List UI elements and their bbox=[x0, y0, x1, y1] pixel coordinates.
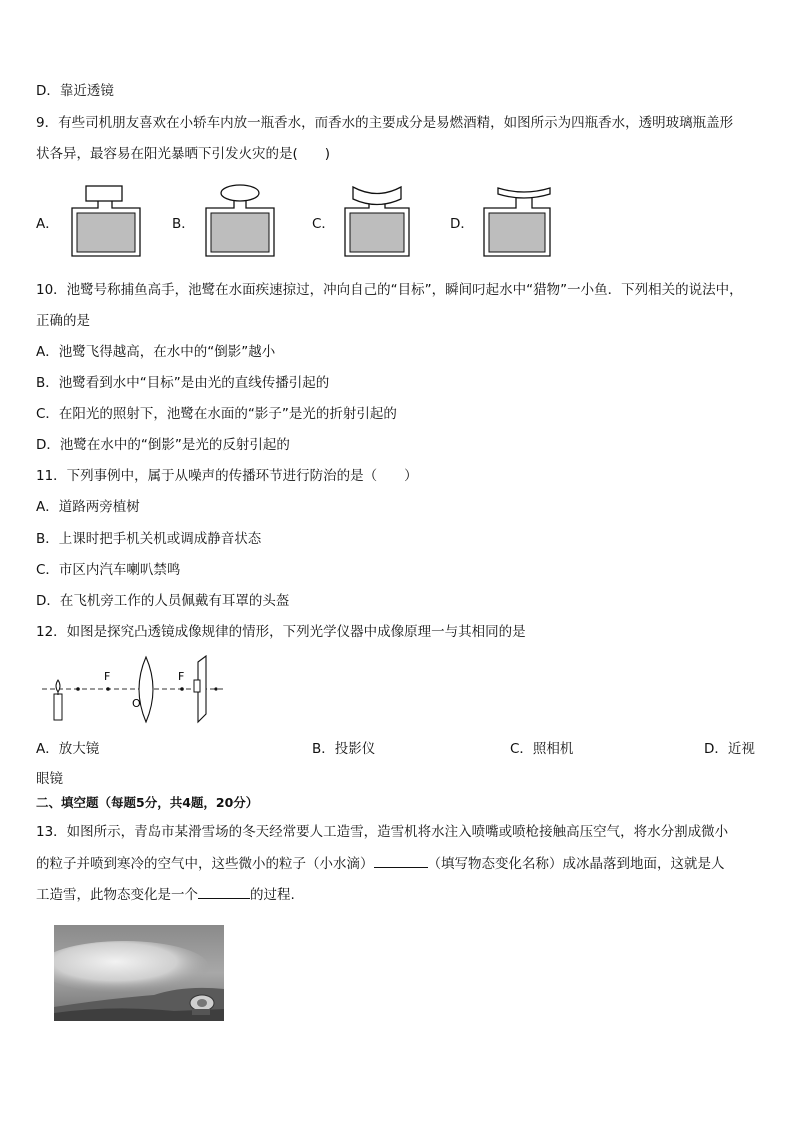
convex-lens-icon bbox=[139, 657, 153, 722]
q9-stem-line2: 状各异，最容易在阳光暴晒下引发火灾的是( ) bbox=[36, 146, 331, 162]
light-screen-icon bbox=[194, 656, 206, 722]
q13-stem-line2 bbox=[36, 853, 725, 874]
focus-label-left: F bbox=[104, 670, 111, 683]
q13-blank-1[interactable] bbox=[374, 853, 428, 868]
q9-option-a-label: A． bbox=[36, 216, 59, 232]
q13-stem-part-a: 的粒子并喷到寒冷的空气中，这些微小的粒子（小水滴） bbox=[36, 856, 374, 872]
q11-stem: 11．下列事例中，属于从噪声的传播环节进行防治的是（ ） bbox=[36, 468, 418, 484]
bottle-b-convex-cap bbox=[206, 185, 274, 256]
q13-blank-2[interactable] bbox=[198, 884, 250, 899]
bottle-c-concave-cap bbox=[345, 187, 409, 256]
q10-option-c: C．在阳光的照射下，池鹭在水面的“影子”是光的折射引起的 bbox=[36, 406, 397, 422]
perfume-bottles-figure bbox=[0, 180, 794, 260]
lens-center-label: O bbox=[132, 697, 141, 710]
q12-option-b: B．投影仪 bbox=[312, 741, 376, 757]
q13-stem-line3 bbox=[36, 884, 295, 905]
q10-option-d: D．池鹭在水中的“倒影”是光的反射引起的 bbox=[36, 437, 290, 453]
convex-lens-experiment-figure bbox=[36, 652, 236, 724]
candle-icon bbox=[54, 680, 62, 720]
section-heading-fill-blank: 二、填空题（每题5分，共4题，20分） bbox=[36, 795, 259, 810]
q12-option-a: A．放大镜 bbox=[36, 741, 100, 757]
q9-option-b-label: B． bbox=[172, 216, 195, 232]
q12-stem: 12．如图是探究凸透镜成像规律的情形，下列光学仪器中成像原理一与其相同的是 bbox=[36, 624, 526, 640]
q13-stem-line1: 13．如图所示，青岛市某滑雪场的冬天经常要人工造雪，造雪机将水注入喷嘴或喷枪接触高压空气，将水分割成微小 bbox=[36, 824, 729, 840]
q10-stem-line1: 10．池鹭号称捕鱼高手，池鹭在水面疾速掠过，冲向自己的“目标”，瞬间叼起水中“猎物”一小鱼．下列相关的说法中， bbox=[36, 282, 743, 298]
q13-stem-part-b: （填写物态变化名称）成冰晶落到地面，这就是人 bbox=[427, 856, 725, 872]
q8-option-d: D．靠近透镜 bbox=[36, 83, 114, 99]
q9-option-d-label: D． bbox=[450, 216, 474, 232]
q12-option-d: D．近视 bbox=[704, 741, 755, 757]
q13-stem-line3-a: 工造雪，此物态变化是一个 bbox=[36, 887, 198, 903]
q12-option-d-wrap: 眼镜 bbox=[36, 771, 63, 787]
q11-option-c: C．市区内汽车喇叭禁鸣 bbox=[36, 562, 181, 578]
q9-option-c-label: C． bbox=[312, 216, 335, 232]
q11-option-d: D．在飞机旁工作的人员佩戴有耳罩的头盔 bbox=[36, 593, 290, 609]
q12-option-c: C．照相机 bbox=[510, 741, 574, 757]
q13-stem-line3-b: 的过程. bbox=[250, 887, 295, 903]
q10-option-b: B．池鹭看到水中“目标”是由光的直线传播引起的 bbox=[36, 375, 330, 391]
focus-label-right: F bbox=[178, 670, 185, 683]
q9-stem-line1: 9．有些司机朋友喜欢在小轿车内放一瓶香水，而香水的主要成分是易燃酒精，如图所示为四瓶香水，透明玻璃瓶盖形 bbox=[36, 115, 734, 131]
bottle-d-shallow-concave-cap bbox=[484, 188, 550, 256]
q10-option-a: A．池鹭飞得越高，在水中的“倒影”越小 bbox=[36, 344, 276, 360]
bottle-a-flat-cap bbox=[72, 186, 140, 256]
q11-option-a: A．道路两旁植树 bbox=[36, 499, 140, 515]
q11-option-b: B．上课时把手机关机或调成静音状态 bbox=[36, 531, 262, 547]
snow-machine-photo bbox=[54, 925, 224, 1021]
q10-stem-line2: 正确的是 bbox=[36, 313, 90, 329]
